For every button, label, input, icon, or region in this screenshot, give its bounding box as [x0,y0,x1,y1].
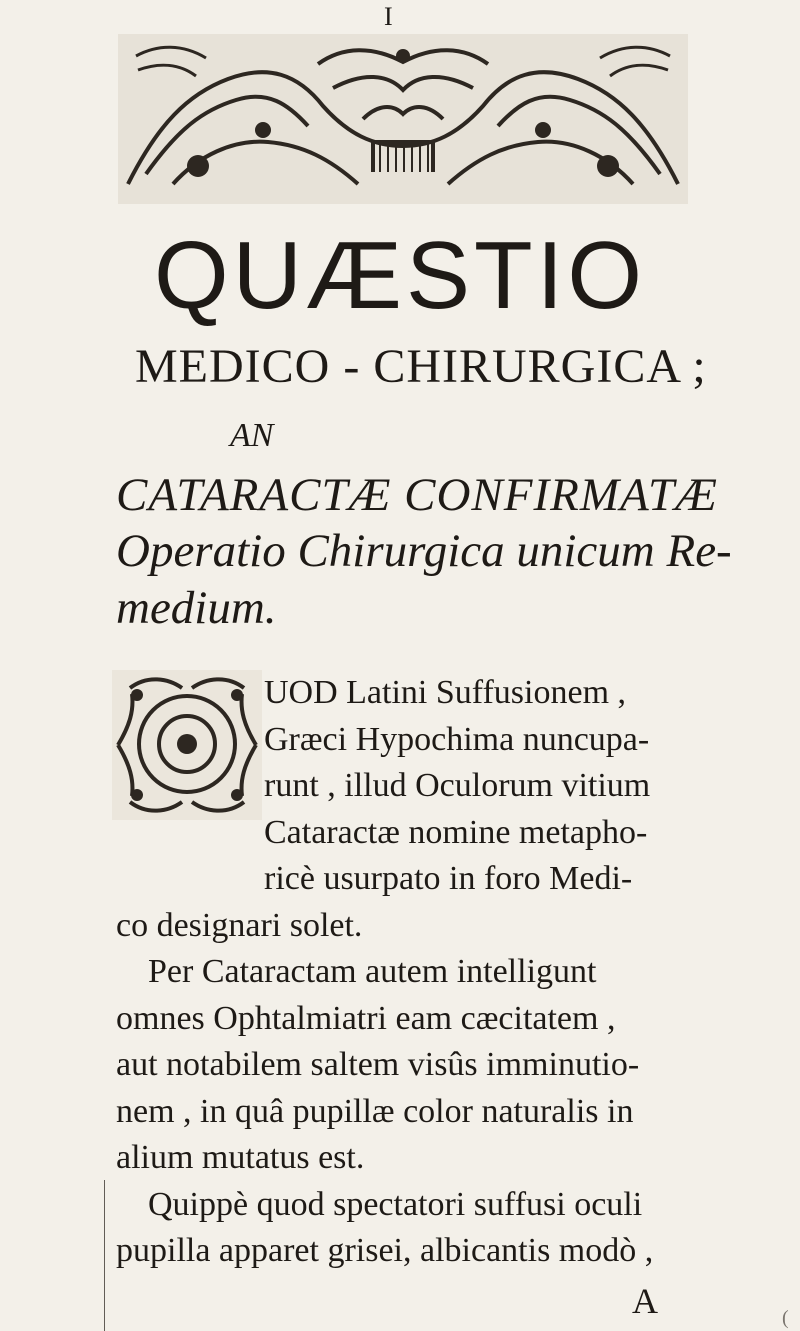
document-title: QUÆSTIO [153,222,646,329]
question-line-two: Operatio Chirurgica unicum Re- [116,525,732,577]
page-edge-mark: ( [782,1307,789,1329]
text-line-1: UOD Latini Suffusionem , [264,674,627,711]
text-line-4: Cataractæ nomine metapho- [264,813,648,851]
catchword: A [632,1281,658,1321]
text-line-9: aut notabilem saltem visûs imminutio- [116,1046,640,1083]
text-line-13: pupilla apparet grisei, albicantis modò , [116,1232,654,1269]
question-word: AN [230,417,274,454]
text-line-8: omnes Ophtalmiatri eam cæcitatem , [116,999,616,1037]
text-line-7: Per Cataractam autem intelligunt [148,953,597,990]
main-text [116,670,706,1275]
text-line-6: co designari solet. [116,906,363,944]
question-line-three: medium. [116,582,277,634]
text-line-5: ricè usurpato in foro Medi- [264,860,633,897]
page-edge-rule [104,1180,105,1331]
text-line-10: nem , in quâ pupillæ color naturalis in [116,1092,634,1130]
document-subtitle: MEDICO - CHIRURGICA ; [135,340,707,393]
decorative-headpiece-icon [118,34,688,204]
text-line-3: runt , illud Oculorum vitium [264,767,651,804]
page-number: I [384,2,393,31]
text-line-12: Quippè quod spectatori suffusi oculi [148,1185,643,1223]
text-line-11: alium mutatus est. [116,1139,365,1176]
text-line-2: Græci Hypochima nuncupa- [264,720,650,758]
main-question: CATARACTÆ CONFIRMATÆ [116,469,718,521]
